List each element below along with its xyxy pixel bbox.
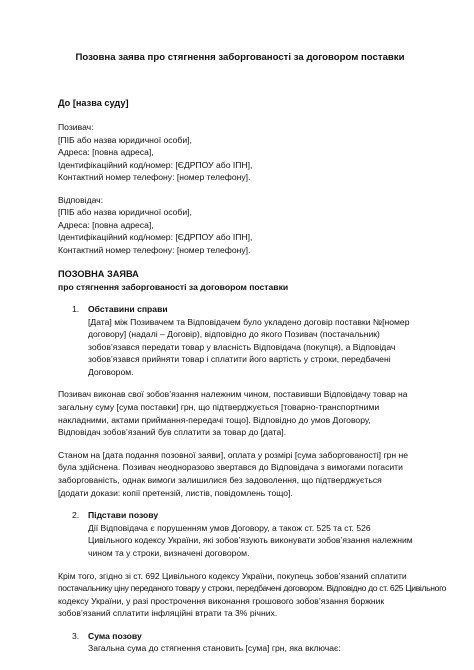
text-line: чином та у строки, визначені договором.	[88, 547, 250, 558]
text-line: Крім того, згідно зі ст. 692 Цивільного кодексу України, покупець зобов’язаний сплатити	[58, 570, 407, 581]
defendant-id: Ідентифікаційний код/номер: [ЄДРПОУ або ІПН],	[58, 232, 253, 242]
plaintiff-block	[58, 121, 422, 184]
text-line: зобов’язаний сплатити інфляційні втрати та 3% річних.	[58, 608, 278, 619]
text-line: заборгованість, однак вимоги залишилися без задоволення, що підтверджується	[58, 475, 382, 486]
text-line: загальну суму [сума поставки] грн, що підтверджується [товарно-транспортними	[58, 402, 380, 413]
text-line: Дії Відповідача є порушенням умов Договору, а також ст. 525 та ст. 526	[88, 522, 371, 533]
defendant-name: [ПІБ або назва юридичної особи],	[58, 207, 192, 217]
defendant-address: Адреса: [повна адреса],	[58, 219, 154, 230]
plaintiff-label: Позивач:	[58, 122, 94, 132]
section-number: 2.	[72, 510, 80, 521]
section-number: 3.	[72, 630, 80, 641]
text-line: договору] (надалі – Договір), відповідно до якого Позивач (постачальник)	[88, 329, 380, 340]
section-label: Обставини справи	[88, 304, 168, 314]
section-heading-grounds	[58, 509, 422, 522]
text-line: Загальна сума до стягнення становить [сума] грн, яка включає:	[88, 643, 341, 654]
text-line: Станом на [дата подання позовної заяви], оплата у розмірі [сума заборгованості] грн не	[58, 449, 409, 460]
paragraph-delivery	[58, 388, 422, 438]
claim-title: ПОЗОВНА ЗАЯВА	[58, 269, 139, 279]
defendant-label: Відповідач:	[58, 194, 104, 205]
text-line: зобов’язався передати товар у власність Відповідача (покупця), а Відповідач	[88, 341, 396, 352]
plaintiff-name: [ПІБ або назва юридичної особи],	[58, 134, 192, 145]
text-line: Відповідач зобов’язаний був сплатити за товар до [дата].	[58, 427, 287, 438]
plaintiff-address: Адреса: [повна адреса],	[58, 147, 154, 157]
text-line: Договором.	[88, 366, 134, 377]
section-body-amount	[58, 642, 422, 655]
text-line: [Дата] між Позивачем та Відповідачем було укладено договір поставки №[номер	[88, 316, 410, 327]
court-name: До [назва суду]	[58, 98, 129, 108]
paragraph-debt	[58, 449, 422, 499]
section-heading-amount	[58, 630, 422, 643]
defendant-block	[58, 194, 422, 257]
paragraph-legal-basis	[58, 570, 447, 620]
text-line: Цивільного кодексу України, які зобов’язують виконувати зобов’язання належним	[88, 535, 413, 546]
text-line: Позивач виконав свої зобов’язання належним чином, поставивши Відповідачу товар на	[58, 389, 408, 400]
text-line: накладними, актами приймання-передачі тощо]. Відповідно до умов Договору,	[58, 414, 371, 425]
text-line: постачальнику ціну переданого товару у строки, передбачені договором. Відповідно до ст. 625 Цивільного	[58, 583, 447, 594]
text-line: зобов’язався прийняти товар і сплатити його вартість у строки, передбачені	[88, 354, 391, 365]
defendant-phone: Контактний номер телефону: [номер телефону].	[58, 244, 251, 255]
text-line: кодексу України, у разі прострочення виконання грошового зобов’язання боржник	[58, 595, 385, 606]
claim-subtitle: про стягнення заборгованості за договором поставки	[58, 281, 289, 292]
text-line: [додати докази: копії претензій, листів, повідомлень тощо].	[58, 487, 293, 498]
text-line: була здійснена. Позивач неодноразово звертався до Відповідача з вимогами погасити	[58, 462, 403, 473]
section-label: Підстави позову	[88, 510, 159, 521]
section-number: 1.	[72, 304, 80, 314]
section-body-circumstances	[58, 316, 422, 379]
section-body-grounds	[58, 522, 422, 560]
plaintiff-id: Ідентифікаційний код/номер: [ЄДРПОУ або ІПН],	[58, 159, 253, 170]
section-heading-circumstances	[58, 303, 422, 316]
section-label: Сума позову	[88, 630, 142, 641]
document-title: Позовна заява про стягнення заборгованості за договором поставки	[75, 52, 405, 63]
plaintiff-phone: Контактний номер телефону: [номер телефону].	[58, 172, 251, 182]
